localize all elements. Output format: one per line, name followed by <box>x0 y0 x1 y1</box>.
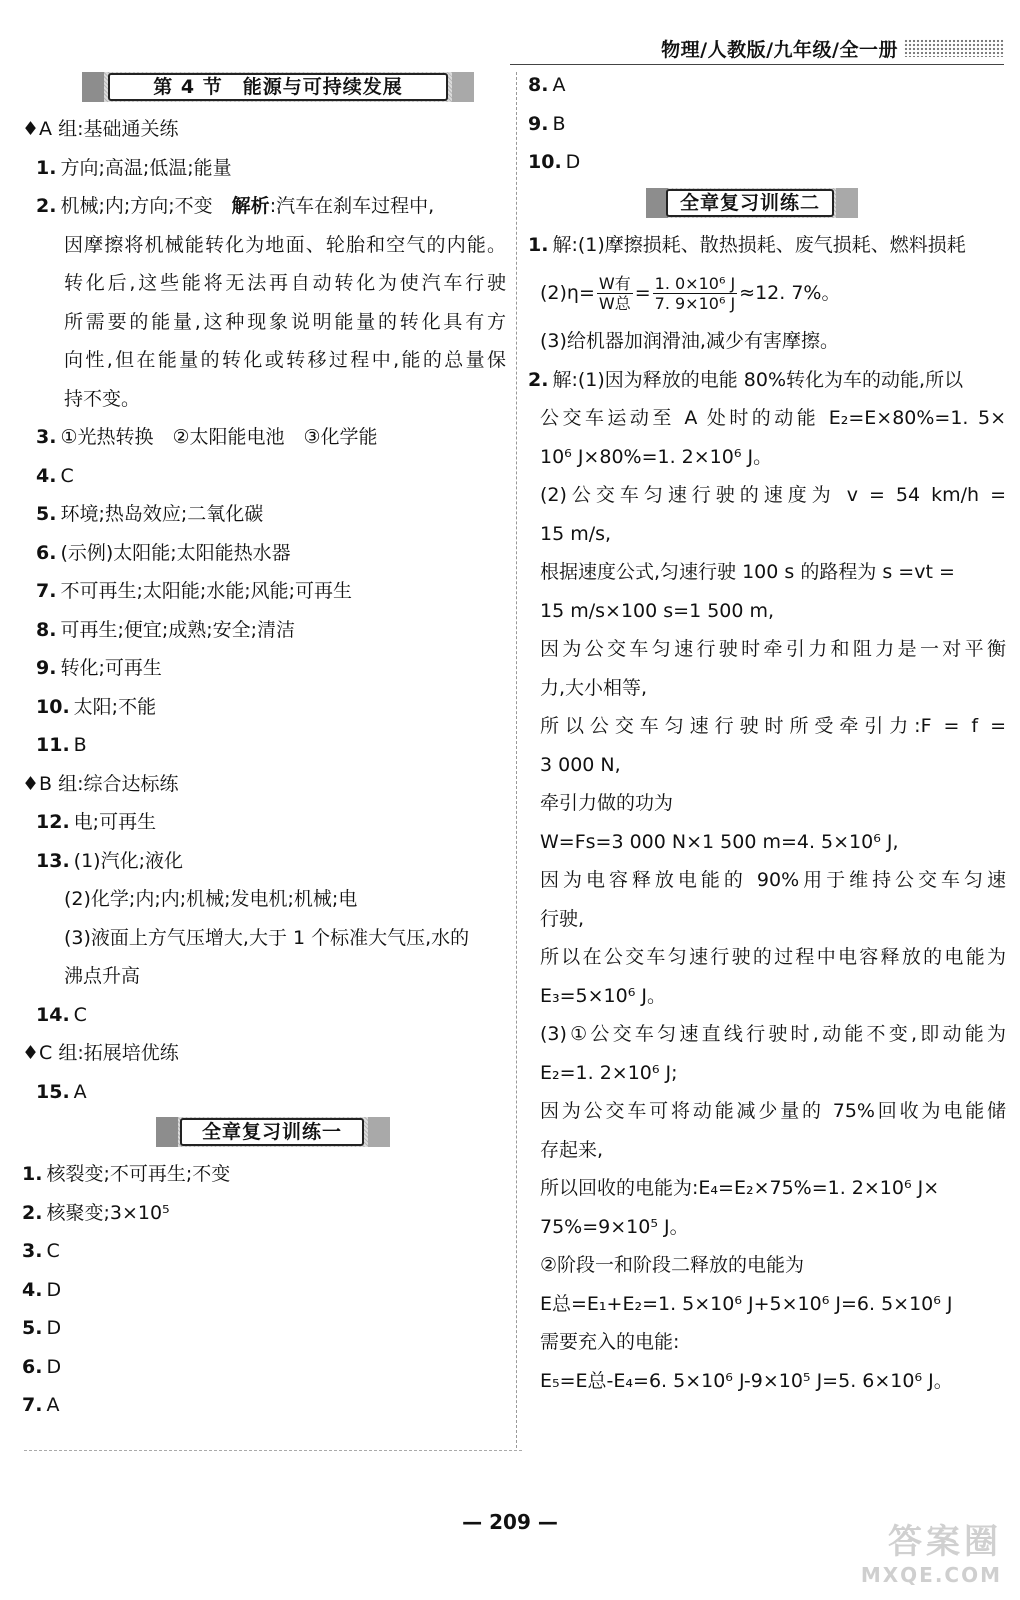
banner-cap-left <box>82 72 104 102</box>
section-banner-4 <box>22 66 506 110</box>
review2-answer-2-line: 15 m/s×100 s=1 500 m, <box>540 599 775 622</box>
review2-answer-2-line: 公交车运动至 A 处时的动能 E₂=E×80%=1. 5× <box>540 407 1006 429</box>
review2-answer-2-line: 所以回收的电能为:E₄=E₂×75%=1. 2×10⁶ J× <box>540 1177 940 1199</box>
review1-answer-4: 4. D <box>22 1278 62 1301</box>
review2-answer-2-line: 存起来, <box>540 1138 604 1161</box>
answer-4: 4. C <box>36 464 74 487</box>
review1-answer-8: 8. A <box>528 74 566 96</box>
review2-answer-2-line: 因为公交车匀速行驶时牵引力和阻力是一对平衡 <box>540 638 1006 660</box>
answer-2-line: 转化后,这些能将无法再自动转化为使汽车行驶 <box>64 272 506 294</box>
review2-answer-1-line: (3)给机器加润滑油,减少有害摩擦。 <box>540 330 839 352</box>
fraction: $\frac{\text{1. 0×10⁶ J}}{\text{7. 9×10⁶ J}}$ <box>654 274 736 313</box>
banner-strip <box>82 72 474 102</box>
answer-13: 13. (1)汽化;液化 <box>36 849 183 872</box>
banner-cap-right <box>452 72 474 102</box>
review-banner-2 <box>528 182 1006 226</box>
page-header <box>661 36 1004 60</box>
review1-answer-3: 3. C <box>22 1240 60 1262</box>
column-divider <box>516 72 517 1448</box>
section-title: 第 4 节 能源与可持续发展 <box>108 73 448 101</box>
review1-answer-9: 9. B <box>528 112 566 135</box>
review1-answer-5: 5. D <box>22 1317 62 1339</box>
review2-answer-2-line: 牵引力做的功为 <box>540 792 674 814</box>
diamond-icon: ♦ <box>22 772 40 795</box>
section-title: 全章复习训练二 <box>666 189 834 217</box>
diamond-icon: ♦ <box>22 1042 40 1064</box>
answer-12: 12. 电;可再生 <box>36 811 157 833</box>
section-title: 全章复习训练一 <box>180 1118 364 1146</box>
header-title: 物理/人教版/九年级/全一册 <box>661 38 898 61</box>
answer-13-line: (2)化学;内;内;机械;发电机;机械;电 <box>64 888 358 910</box>
banner-cap-right <box>368 1117 390 1147</box>
answer-14: 14. C <box>36 1003 87 1026</box>
review2-answer-2-line: 力,大小相等, <box>540 676 648 699</box>
answer-9: 9. 转化;可再生 <box>36 657 162 679</box>
banner-strip <box>156 1117 390 1147</box>
review2-answer-2-line: 所以在公交车匀速行驶的过程中电容释放的电能为 <box>540 946 1006 968</box>
efficiency-formula: (2)η= $\frac{\text{W有}}{\text{W总}}$ = $\frac{\text{1. 0×10⁶ J}}{\text{7. 9×10⁶ J}}$ ≈12. 7%。 <box>540 274 841 313</box>
review2-answer-2-line: 因为电容释放电能的 90%用于维持公交车匀速 <box>540 869 1006 891</box>
answer-1: 1. 方向;高温;低温;能量 <box>36 156 232 179</box>
footer-rule <box>24 1450 522 1451</box>
review1-answer-6: 6. D <box>22 1355 62 1378</box>
review2-answer-2-line: W=Fs=3 000 N×1 500 m=4. 5×10⁶ J, <box>540 830 899 853</box>
diamond-icon: ♦ <box>22 118 40 140</box>
review2-answer-1: 1. 解:(1)摩擦损耗、散热损耗、废气损耗、燃料损耗 <box>528 233 966 256</box>
group-b-heading: ♦B 组:综合达标练 <box>22 772 179 795</box>
answer-2: 2. 机械;内;方向;不变 解析:汽车在刹车过程中, <box>36 195 435 217</box>
answer-13-line: (3)液面上方气压增大,大于 1 个标准大气压,水的 <box>64 926 470 949</box>
review-banner-1 <box>22 1111 506 1155</box>
banner-cap-left <box>646 188 668 218</box>
watermark-text-bottom: MXQE.COM <box>860 1563 1002 1587</box>
review1-answer-10: 10. D <box>528 151 581 173</box>
review1-answer-1: 1. 核裂变;不可再生;不变 <box>22 1163 231 1185</box>
review2-answer-2-line: E₂=1. 2×10⁶ J; <box>540 1061 678 1084</box>
answer-2-line: 向性,但在能量的转化或转移过程中,能的总量保 <box>64 349 506 371</box>
review2-answer-2-line: 根据速度公式,匀速行驶 100 s 的路程为 s =vt = <box>540 561 955 583</box>
banner-strip <box>646 188 858 218</box>
review2-answer-2-line: E总=E₁+E₂=1. 5×10⁶ J+5×10⁶ J=6. 5×10⁶ J <box>540 1292 953 1315</box>
review2-answer-2-line: ②阶段一和阶段二释放的电能为 <box>540 1254 805 1276</box>
review1-answer-2: 2. 核聚变;3×10⁵ <box>22 1201 170 1224</box>
answer-2-line: 持不变。 <box>64 387 141 410</box>
review2-answer-2-line: 10⁶ J×80%=1. 2×10⁶ J。 <box>540 445 773 468</box>
review2-answer-2-line: (2)公交车匀速行驶的速度为 v = 54 km/h = <box>540 484 1006 506</box>
review2-answer-2-line: 15 m/s, <box>540 522 612 545</box>
review2-answer-2: 2. 解:(1)因为释放的电能 80%转化为车的动能,所以 <box>528 368 964 391</box>
review2-answer-2-line: 75%=9×10⁵ J。 <box>540 1215 689 1238</box>
review2-answer-2-line: 所以公交车匀速行驶时所受牵引力:F = f = <box>540 715 1006 737</box>
answer-6: 6. (示例)太阳能;太阳能热水器 <box>36 541 291 564</box>
review2-answer-2-line: 因为公交车可将动能减少量的 75%回收为电能储 <box>540 1100 1006 1122</box>
group-c-heading: ♦C 组:拓展培优练 <box>22 1042 179 1064</box>
banner-cap-left <box>156 1117 178 1147</box>
answer-13-line: 沸点升高 <box>64 965 141 987</box>
review2-answer-2-line: 3 000 N, <box>540 753 621 776</box>
page-number: — 209 — <box>462 1510 558 1534</box>
answer-7: 7. 不可再生;太阳能;水能;风能;可再生 <box>36 580 353 602</box>
answer-10: 10. 太阳;不能 <box>36 695 157 718</box>
review2-answer-2-line: E₅=E总-E₄=6. 5×10⁶ J-9×10⁵ J=5. 6×10⁶ J。 <box>540 1369 953 1392</box>
answer-3: 3. ①光热转换 ②太阳能电池 ③化学能 <box>36 426 378 448</box>
answer-15: 15. A <box>36 1080 87 1103</box>
answer-11: 11. B <box>36 734 87 756</box>
review2-answer-2-line: 需要充入的电能: <box>540 1331 680 1353</box>
review2-answer-2-line: (3)①公交车匀速直线行驶时,动能不变,即动能为 <box>540 1023 1006 1045</box>
answer-5: 5. 环境;热岛效应;二氧化碳 <box>36 503 264 525</box>
banner-cap-right <box>836 188 858 218</box>
group-a-heading: ♦A 组:基础通关练 <box>22 118 179 140</box>
answer-2-line: 因摩擦将机械能转化为地面、轮胎和空气的内能。 <box>64 233 506 256</box>
header-dot-pattern <box>904 39 1004 57</box>
answer-8: 8. 可再生;便宜;成熟;安全;清洁 <box>36 618 296 641</box>
review1-answer-7: 7. A <box>22 1394 60 1416</box>
watermark-text-top: 答案圈 <box>888 1522 1002 1562</box>
review2-answer-2-line: E₃=5×10⁶ J。 <box>540 984 666 1007</box>
watermark-logo <box>842 1514 1002 1587</box>
review2-answer-2-line: 行驶, <box>540 907 585 930</box>
right-column <box>528 66 1006 1400</box>
header-rule <box>510 64 1004 65</box>
answer-2-line: 所需要的能量,这种现象说明能量的转化具有方 <box>64 310 506 333</box>
fraction: $\frac{\text{W有}}{\text{W总}}$ <box>598 274 631 313</box>
left-column <box>22 66 506 1425</box>
